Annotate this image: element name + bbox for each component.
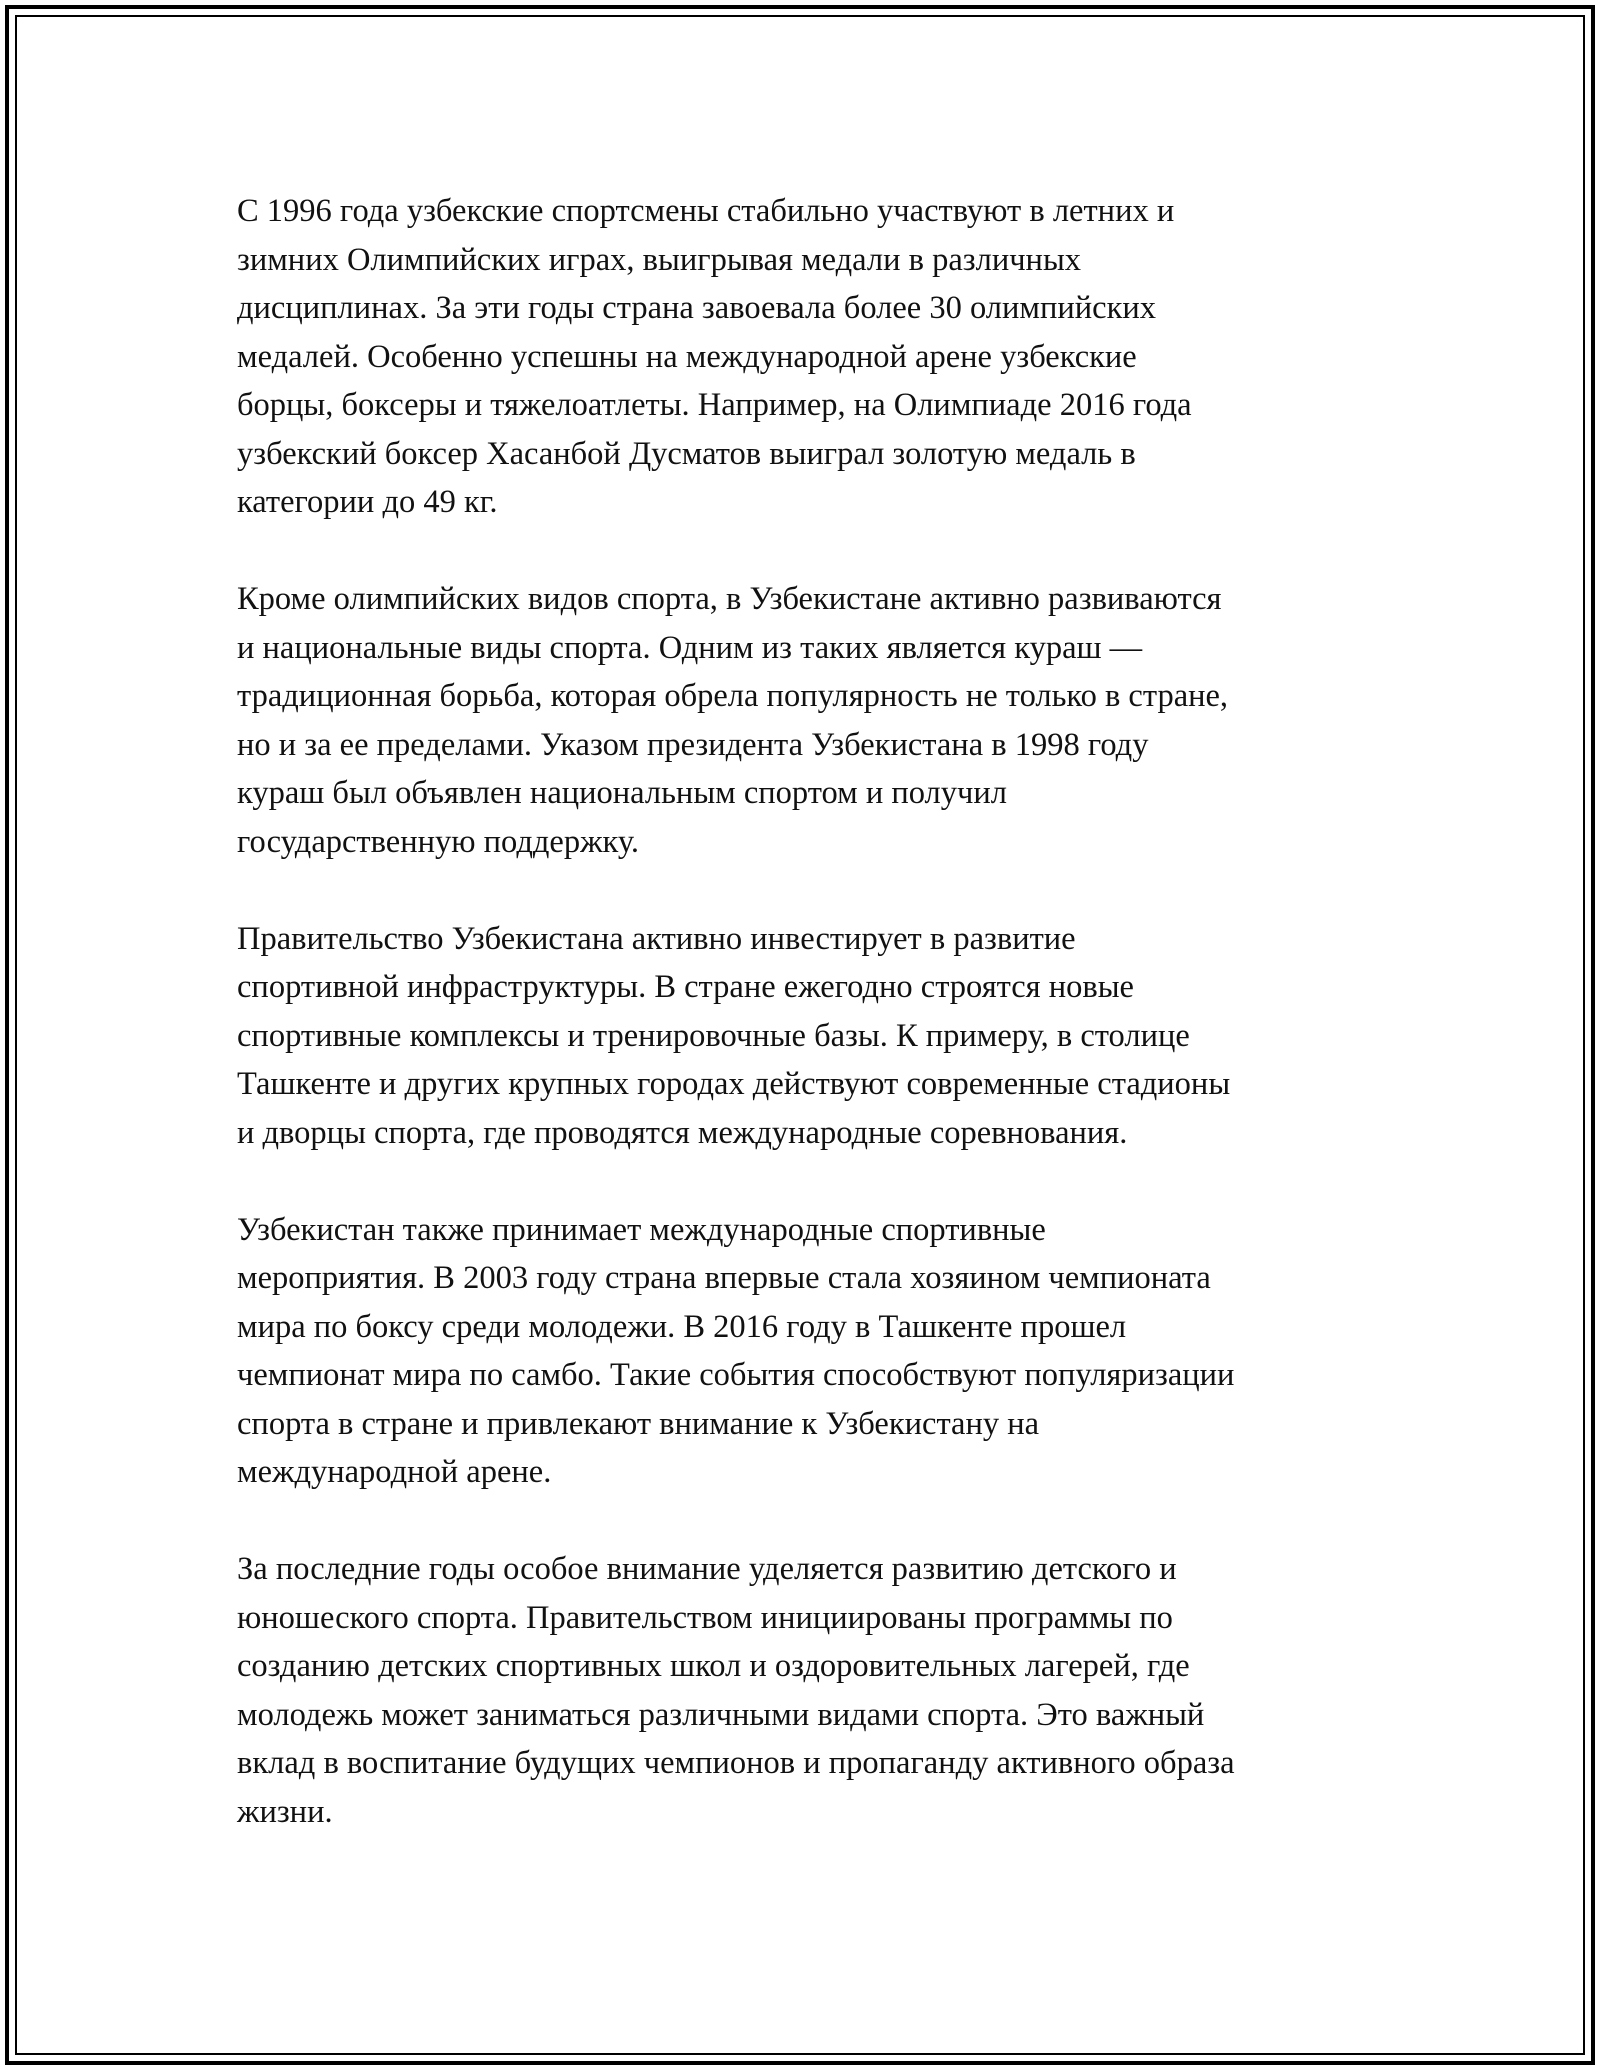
paragraph-infrastructure: Правительство Узбекистана активно инвестирует в развитие спортивной инфраструктуры. В стране ежегодно строятся новые спортивные комплексы и тренировочные базы. К примеру, в столице Ташкенте и других крупных городах действуют современные стадионы и дворцы спорта, где проводятся международные соревнования. <box>237 920 1231 1151</box>
paragraph-olympics: С 1996 года узбекские спортсмены стабильно участвуют в летних и зимних Олимпийских играх, выигрывая медали в различных дисциплинах. За эти годы страна завоевала более 30 олимпийских медалей. Особенно успешны на международной арене узбекские борцы, боксеры и тяжелоатлеты. Например, на Олимпиаде 2016 года узбекский боксер Хасанбой Дусматов выиграл золотую медаль в категории до 49 кг. <box>237 193 1192 520</box>
paragraph-youth-sports: За последние годы особое внимание уделяется развитию детского и юношеского спорта. Правительством инициированы программы по созданию детских спортивных школ и оздоровительных лагерей, где молодежь может заниматься различными видами спорта. Это важный вклад в воспитание будущих чемпионов и пропаганду активного образа жизни. <box>237 1551 1235 1830</box>
paragraph-national-sports: Кроме олимпийских видов спорта, в Узбекистане активно развиваются и национальные виды спорта. Одним из таких является кураш — традиционная борьба, которая обрела популярность не только в стране, но и за ее пределами. Указом президента Узбекистана в 1998 году кураш был объявлен национальным спортом и получил государственную поддержку. <box>237 581 1229 860</box>
document-body <box>237 187 1387 1885</box>
paragraph-international-events: Узбекистан также принимает международные спортивные мероприятия. В 2003 году страна впервые стала хозяином чемпионата мира по боксу среди молодежи. В 2016 году в Ташкенте прошел чемпионат мира по самбо. Такие события способствуют популяризации спорта в стране и привлекают внимание к Узбекистану на международной арене. <box>237 1211 1235 1490</box>
